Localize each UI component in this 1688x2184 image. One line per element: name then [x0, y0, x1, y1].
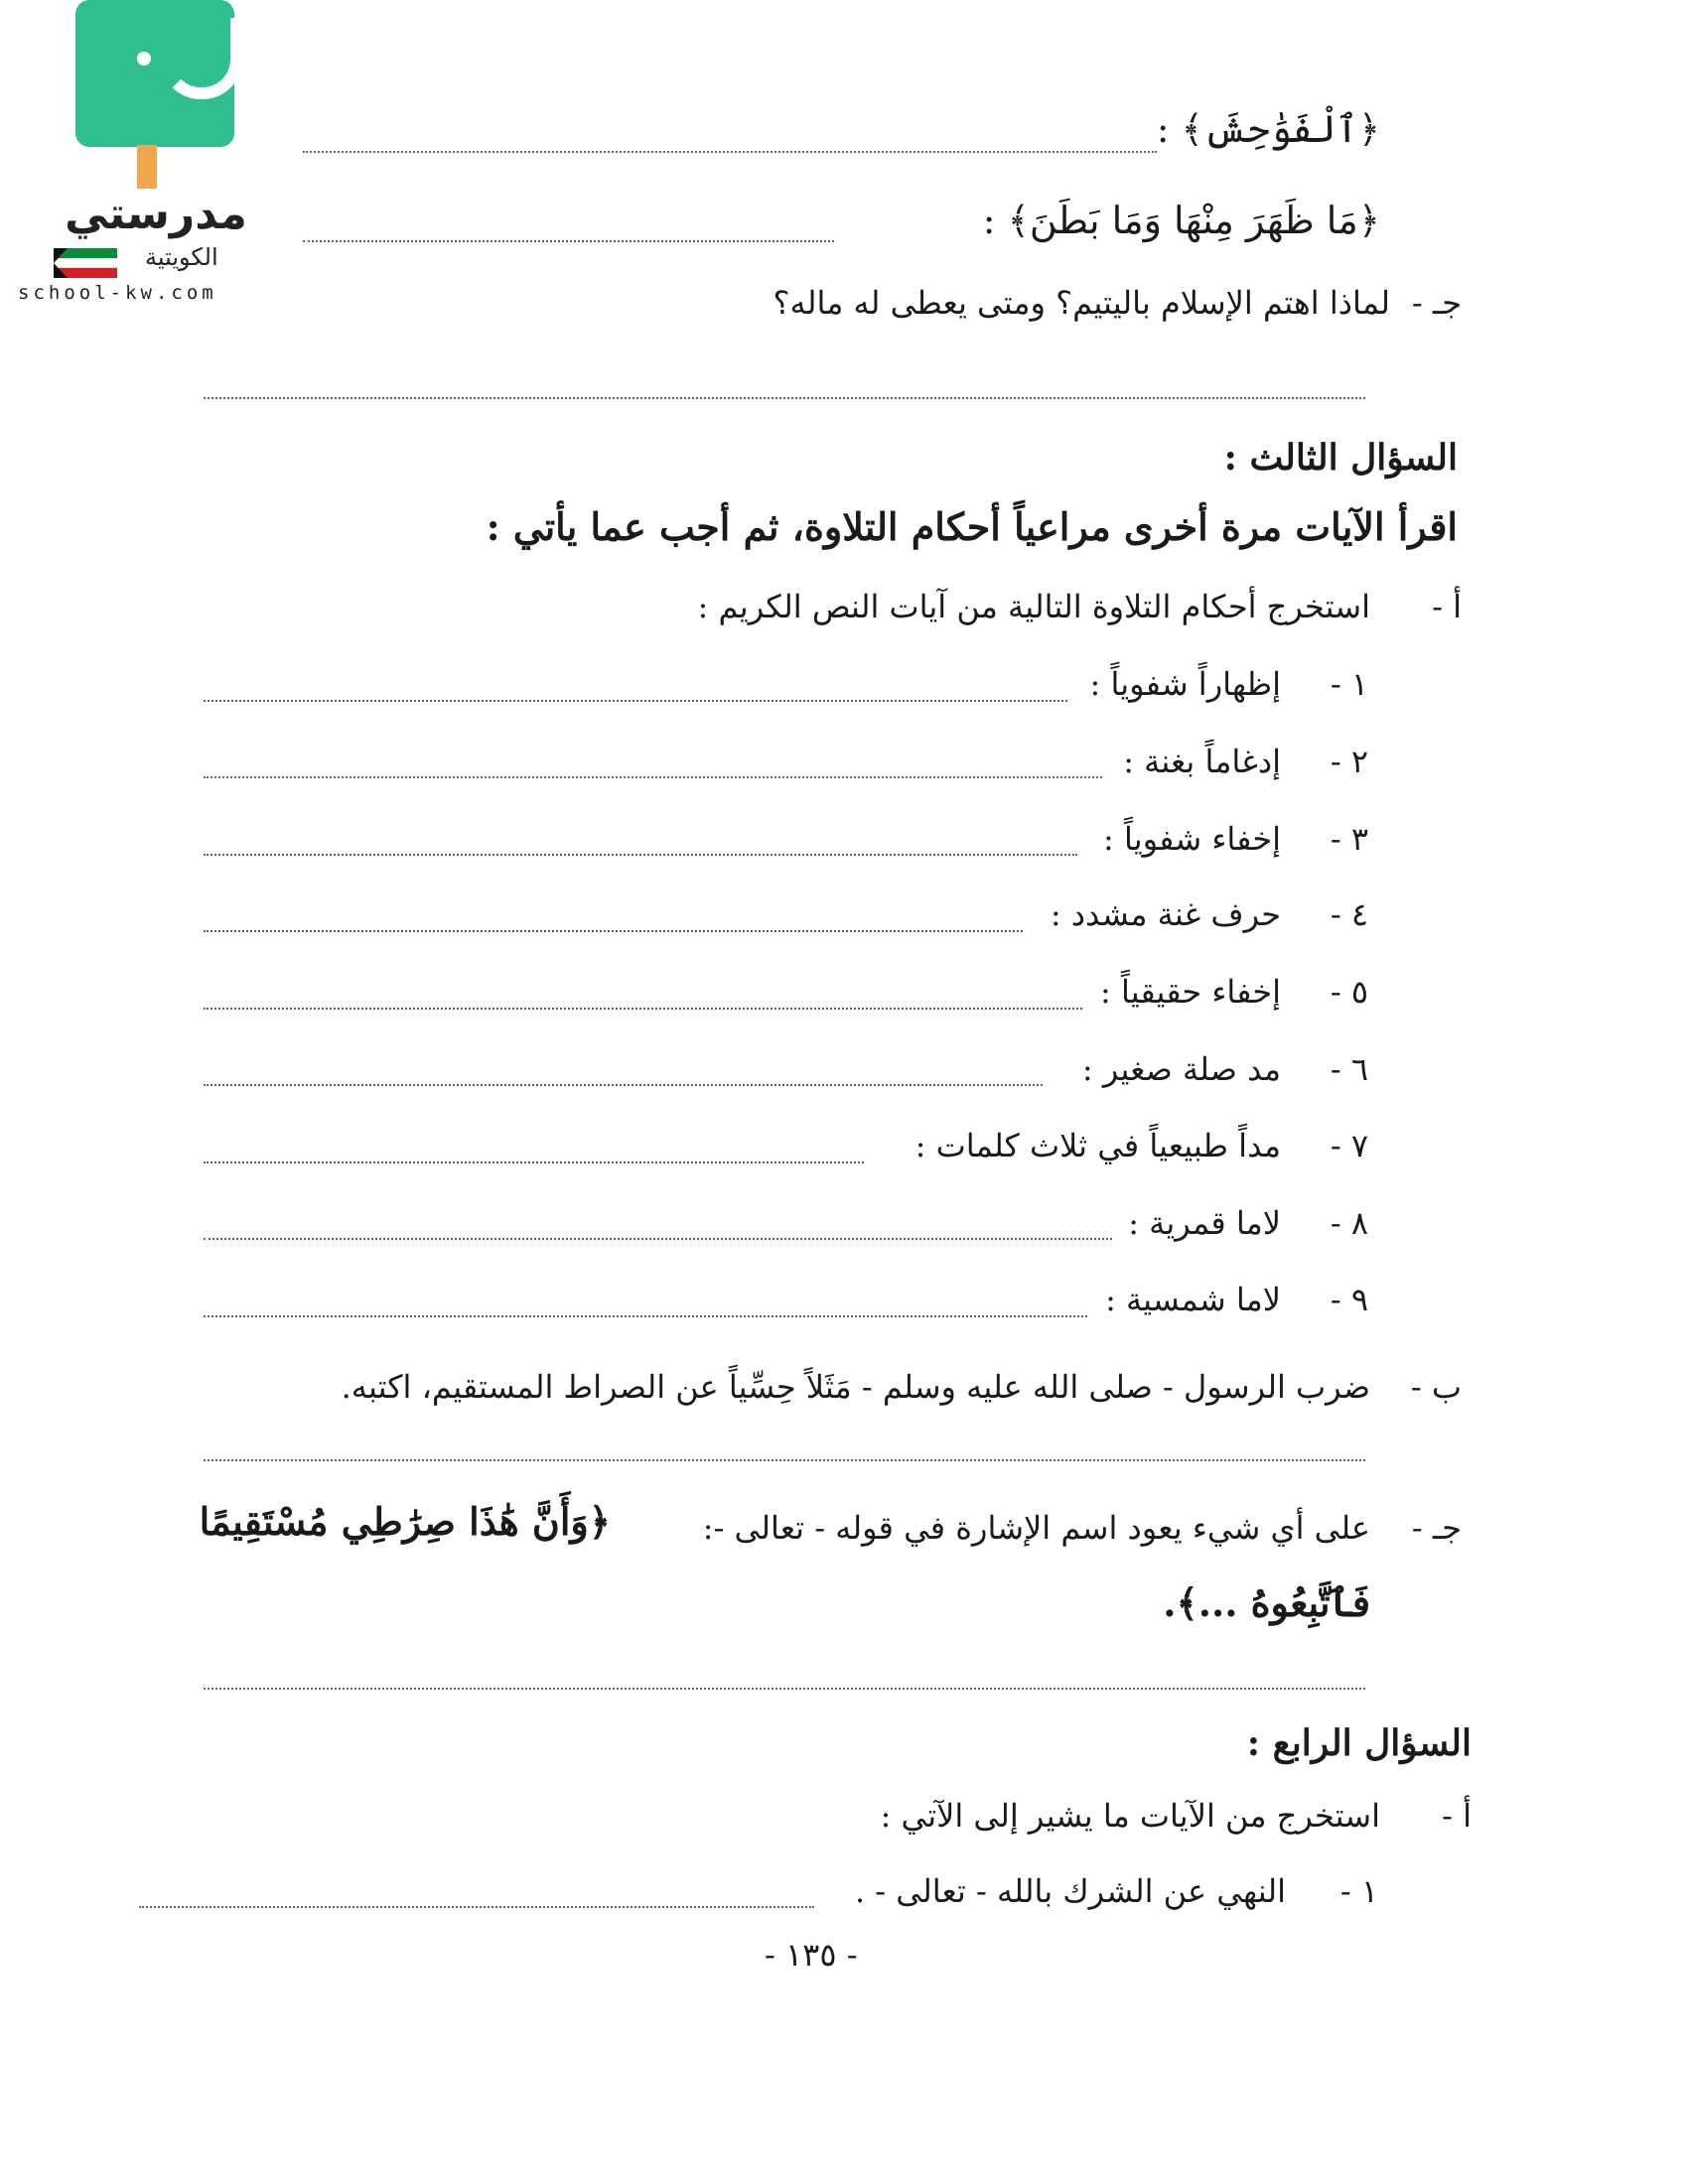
page-number: - ١٣٥ -: [765, 1936, 858, 1974]
q3-item-num: ٤ -: [1330, 895, 1368, 933]
q3-item-text: مد صلة صغير :: [1081, 1050, 1281, 1088]
q4-item-text: النهي عن الشرك بالله - تعالى - .: [854, 1872, 1286, 1910]
answer-line[interactable]: [204, 1008, 1082, 1010]
q3-item-num: ١ -: [1330, 665, 1368, 703]
q3-b-text: ضرب الرسول - صلى الله عليه وسلم - مَثَلاً حِسِّياً عن الصراط المستقيم، اكتبه.: [341, 1368, 1370, 1406]
q3-item-num: ٢ -: [1330, 743, 1368, 780]
q3-item-text: مداً طبيعياً في ثلاث كلمات :: [914, 1127, 1281, 1164]
q4-a-text: استخرج من الآيات ما يشير إلى الآتي :: [880, 1797, 1380, 1835]
logo-bookmark-icon: [137, 145, 157, 189]
q3-c-text: على أي شيء يعود اسم الإشارة في قوله - تعالى -:: [702, 1509, 1370, 1547]
q3-item-text: حرف غنة مشدد :: [1050, 895, 1281, 933]
q3-item-num: ٩ -: [1330, 1281, 1368, 1318]
q3-item-num: ٨ -: [1330, 1204, 1368, 1242]
q3-item-num: ٦ -: [1330, 1050, 1368, 1088]
q3-item-text: إخفاء حقيقياً :: [1100, 973, 1281, 1011]
q2-c-label: جـ -: [1411, 284, 1462, 322]
answer-line[interactable]: [204, 1459, 1365, 1461]
q3-item-text: إدغاماً بغنة :: [1123, 743, 1281, 780]
q3-item-num: ٥ -: [1330, 973, 1368, 1011]
q3-item-text: إخفاء شفوياً :: [1103, 820, 1281, 858]
kuwait-flag-icon: [54, 248, 117, 278]
q3-c-verse-line1: ﴿وَأَنَّ هَٰذَا صِرَٰطِي مُسْتَقِيمًا: [199, 1499, 611, 1544]
q3-title: السؤال الثالث :: [1223, 437, 1458, 478]
answer-line[interactable]: [204, 1084, 1043, 1086]
q3-a-text: استخرج أحكام التلاوة التالية من آيات النص الكريم :: [697, 588, 1370, 625]
answer-line[interactable]: [303, 151, 1157, 153]
answer-line[interactable]: [204, 700, 1067, 702]
q3-item-num: ٧ -: [1330, 1127, 1368, 1164]
answer-line[interactable]: [204, 1238, 1112, 1240]
q3-item-text: لاما قمرية :: [1128, 1204, 1281, 1242]
logo-brand: مدرستي: [65, 189, 247, 239]
q3-item-text: إظهاراً شفوياً :: [1089, 665, 1281, 703]
answer-line[interactable]: [204, 1161, 864, 1163]
logo-url: school-kw.com: [18, 282, 217, 304]
q2-item-fawahish: ﴿ٱلْفَوَٰحِشَ﴾ :: [1156, 107, 1380, 151]
q3-item-num: ٣ -: [1330, 820, 1368, 858]
q3-item-text: لاما شمسية :: [1105, 1281, 1281, 1318]
answer-line[interactable]: [204, 397, 1365, 399]
q3-c-label: جـ -: [1411, 1509, 1462, 1547]
answer-line[interactable]: [204, 930, 1023, 932]
answer-line[interactable]: [204, 1688, 1365, 1690]
logo-tile-icon: [75, 0, 234, 147]
q3-b-label: ب -: [1410, 1368, 1462, 1406]
q3-instruction: اقرأ الآيات مرة أخرى مراعياً أحكام التلاوة، ثم أجب عما يأتي :: [486, 504, 1458, 549]
logo-dot: [137, 52, 151, 66]
logo-smile: [161, 18, 242, 99]
q2-item-zahara: ﴿مَا ظَهَرَ مِنْهَا وَمَا بَطَنَ﴾ :: [982, 199, 1380, 242]
answer-line[interactable]: [139, 1906, 814, 1908]
school-logo: [18, 0, 306, 308]
q4-a-label: أ -: [1442, 1797, 1472, 1835]
answer-line[interactable]: [303, 240, 834, 242]
answer-line[interactable]: [204, 1315, 1087, 1317]
answer-line[interactable]: [204, 776, 1102, 778]
q3-c-verse-line2: فَٱتَّبِعُوهُ ...﴾.: [1163, 1580, 1370, 1625]
q3-a-label: أ -: [1432, 588, 1462, 625]
q4-item-num: ١ -: [1339, 1872, 1378, 1910]
logo-subtitle: الكويتية: [145, 243, 218, 271]
q2-c-question: لماذا اهتم الإسلام باليتيم؟ ومتى يعطى له ماله؟: [773, 284, 1390, 322]
q4-title: السؤال الرابع :: [1246, 1722, 1472, 1764]
answer-line[interactable]: [204, 854, 1077, 856]
